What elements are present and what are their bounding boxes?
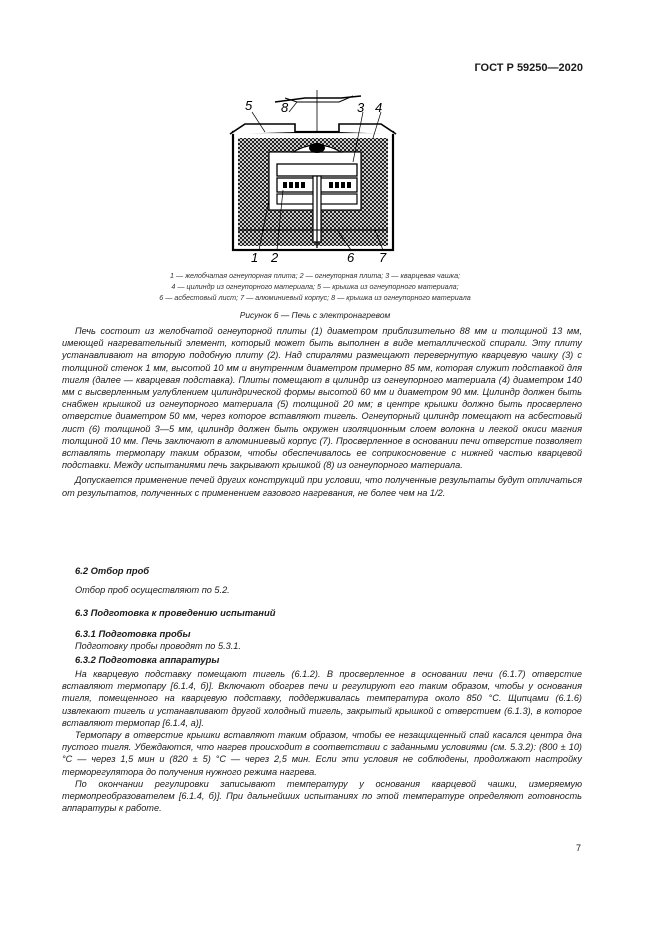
heading-6-2: 6.2 Отбор проб (75, 565, 150, 576)
legend-line: 6 — асбестовый лист; 7 — алюминиевый корпус; 8 — крышка из огнеупорного материала (159, 293, 471, 302)
figure-label-7: 7 (379, 250, 387, 265)
paragraph-other-furnaces: Допускается применение печей других конструкций при условии, что полученные результаты будут отличаться от результатов, полученных с применением газового нагревания, не более чем на 1/2. (62, 475, 582, 498)
body-block-1 (62, 325, 582, 499)
figure-label-1: 1 (251, 250, 259, 265)
paragraph-completion: По окончании регулировки записывают температуру у основания кварцевой чашки, измеряемую термопреобразователем [6.1.4, б)]. При дальнейших испытаниях по этой температуре определяют готовность аппаратуры к работе. (62, 778, 582, 814)
figure-label-6: 6 (347, 250, 355, 265)
legend-line: 1 — желобчатая огнеупорная плита; 2 — огнеупорная плита; 3 — кварцевая чашка; (169, 271, 461, 280)
figure-label-5: 5 (245, 98, 253, 113)
paragraph-furnace: Печь состоит из желобчатой огнеупорной плиты (1) диаметром приблизительно 88 мм и толщиной 13 мм, имеющей нагревательный элемент, который может быть выполнен в виде металлической спирали. Эту плиту устанавливают на вторую подобную плиту (2). Над спиралями размещают перевернутую кварцевую чашку (3) с толщиной стенок 1 мм, высотой 10 мм и внутренним диаметром примерно 85 мм, которая служит подставкой для тигля (далее — кварцевая подставка). Плиты помещают в цилиндр из огнеупорного материала (4) диаметром 140 мм с высверленным углублением цилиндрической формы высотой 60 мм и диаметром 90 мм. Цилиндр должен быть снабжен крышкой из огнеупорного материала (5) толщиной 20 мм; в центре крышки должно быть просверлено отверстие диаметром 50 мм, через которое вставляют тигель. Огнеупорный цилиндр помещают на асбестовый лист (6) толщиной 3—5 мм, цилиндр должен быть окружен изоляционным слоем волокна и легкой окиси магния толщиной 10 мм. Печь заключают в алюминиевый корпус (7). Просверленное в основании печи отверстие позволяет вставлять термопару таким образом, чтобы обеспечивалось ее соприкосновение с нижней частью кварцевой подставки. Между испытаниями печь закрывают крышкой (8) из огнеупорного материала. (62, 326, 582, 471)
standard-number: ГОСТ Р 59250—2020 (474, 62, 583, 74)
text-6-3-1: Подготовку пробы проводят по 5.3.1. (75, 641, 241, 651)
figure-label-2: 2 (271, 250, 279, 265)
figure-label-3: 3 (357, 100, 365, 115)
heading-6-3-2: 6.3.2 Подготовка аппаратуры (75, 654, 220, 665)
figure-label-8: 8 (281, 100, 289, 115)
heading-6-3-1: 6.3.1 Подготовка пробы (75, 628, 191, 639)
figure-label-4: 4 (375, 100, 383, 115)
figure-legend (60, 270, 570, 303)
legend-line: 4 — цилиндр из огнеупорного материала; 5 — крышка из огнеупорного материала; (171, 282, 459, 291)
paragraph-setup: На кварцевую подставку помещают тигель (6.1.2). В просверленное в основании печи (6.1.7) отверстие вставляют термопару [6.1.4, б)]. Включают обогрев печи и регулируют его таким образом, чтобы у основания тигля, помещенного на кварцевую подставку, поддерживалась температура около 850 °С. Щипцами (6.1.6) извлекают тигель и устанавливают другой холодный тигель, закрытый крышкой с отверстием (6.1.3), в которое вставляют термопар [6.1.4, а)]. (62, 669, 582, 728)
body-block-2 (62, 668, 582, 814)
text-6-2: Отбор проб осуществляют по 5.2. (75, 585, 230, 595)
page-number: 7 (575, 843, 581, 853)
furnace-diagram (225, 90, 415, 270)
paragraph-thermocouple: Термопару в отверстие крышки вставляют таким образом, чтобы ее незащищенный спай касался центра дна пустого тигля. Убеждаются, что нагрев происходит в соответствии с заданными условиями (см. 5.3.2): (800 ± 10) °С — через 1,5 мин и (820 ± 5) °С — через 2,5 мин. Если эти условия не соблюдены, продолжают настройку терморегулятора до получения нужного режима нагрева. (62, 730, 582, 777)
heading-6-3: 6.3 Подготовка к проведению испытаний (75, 607, 276, 618)
figure-caption: Рисунок 6 — Печь с электронагревом (239, 310, 391, 320)
